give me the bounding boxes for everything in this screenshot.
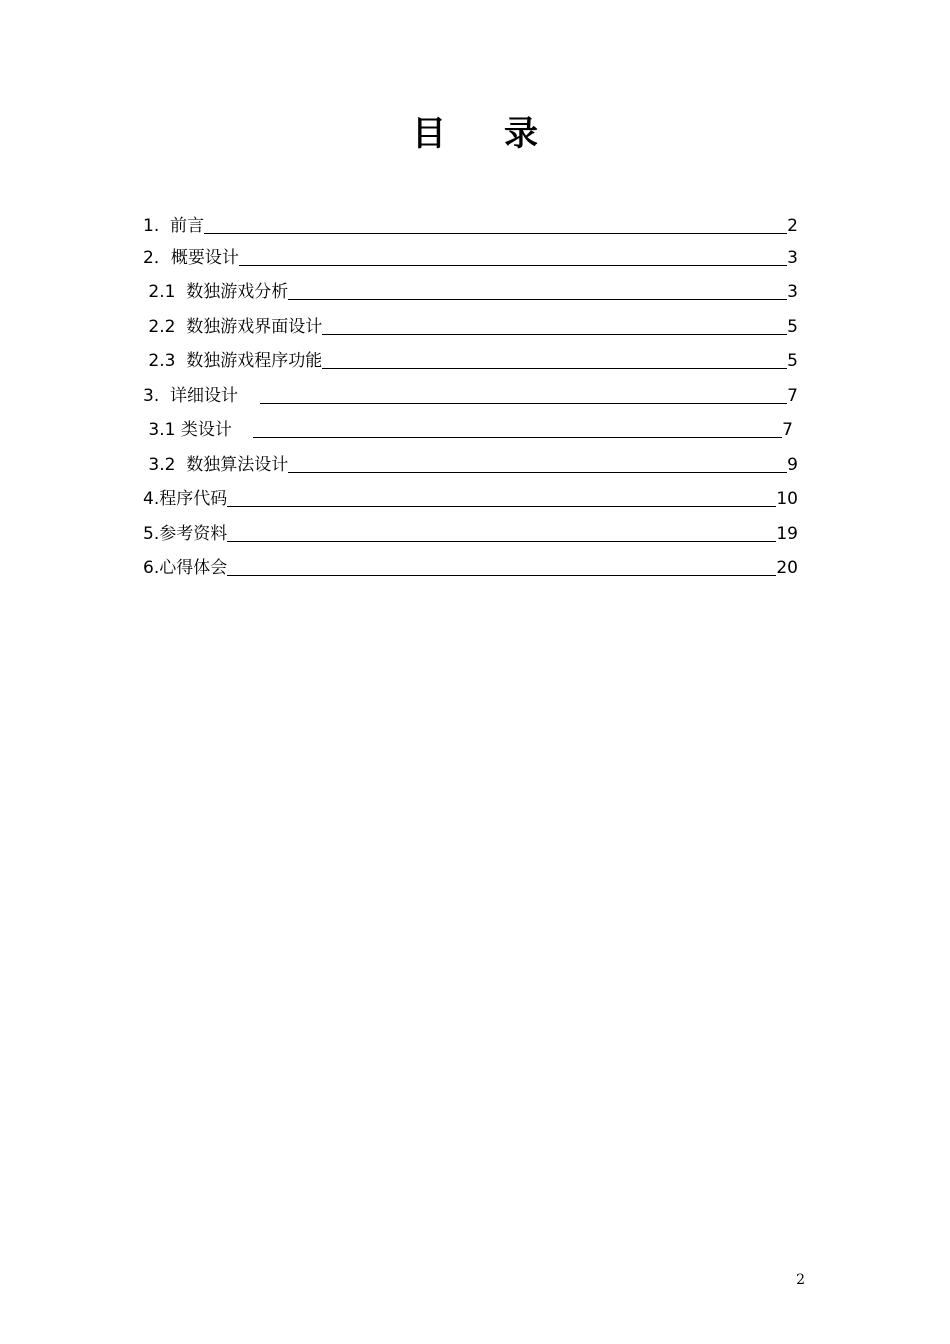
toc-entry-page: 20 [776, 558, 798, 578]
toc-entry-page: 3 [787, 282, 798, 302]
toc-leader-line [227, 505, 776, 507]
toc-entry-label: 3. 详细设计 [143, 386, 260, 406]
toc-entry-label: 4.程序代码 [143, 489, 228, 509]
toc-entry-label: 3.2 数独算法设计 [143, 455, 289, 475]
toc-leader-line [227, 574, 776, 576]
toc-entry-label: 1. 前言 [143, 216, 205, 236]
toc-entry-page: 7 [782, 420, 793, 440]
toc-leader-line [227, 540, 776, 542]
toc-leader-line [322, 367, 787, 369]
footer-page-number: 2 [796, 1272, 805, 1288]
toc-entry-3-1[interactable] [143, 414, 793, 440]
toc-leader-line [204, 232, 787, 234]
toc-entry-page: 19 [776, 524, 798, 544]
toc-leader-line [322, 333, 787, 335]
toc-entry-detailed-design[interactable] [143, 380, 798, 406]
toc-entry-label: 2.2 数独游戏界面设计 [143, 317, 323, 337]
title-char-2: 录 [504, 114, 538, 154]
toc-entry-page: 3 [787, 248, 798, 268]
toc-entry-page: 5 [787, 351, 798, 371]
toc-entry-overview-design[interactable] [143, 242, 798, 268]
toc-entry-page: 2 [787, 216, 798, 236]
toc-entry-reflections[interactable] [143, 552, 798, 578]
toc-entry-preface[interactable] [143, 210, 798, 236]
toc-entry-2-1[interactable] [143, 276, 798, 302]
table-of-contents [0, 0, 950, 600]
toc-entry-page: 7 [787, 386, 798, 406]
toc-leader-line [239, 264, 787, 266]
toc-entry-program-code[interactable] [143, 483, 798, 509]
toc-entry-references[interactable] [143, 518, 798, 544]
toc-leader-line [288, 298, 787, 300]
toc-entry-2-3[interactable] [143, 345, 798, 371]
toc-leader-line [260, 402, 788, 404]
toc-entry-label: 2.1 数独游戏分析 [143, 282, 289, 302]
toc-entry-label: 2．概要设计 [143, 248, 239, 268]
title-char-1: 目 [412, 114, 446, 154]
toc-entry-page: 9 [787, 455, 798, 475]
toc-entry-label: 2.3 数独游戏程序功能 [143, 351, 323, 371]
toc-leader-line [288, 471, 787, 473]
toc-entry-label: 3.1 类设计 [143, 420, 254, 440]
toc-leader-line [253, 436, 782, 438]
toc-entry-3-2[interactable] [143, 449, 798, 475]
toc-entry-page: 10 [776, 489, 798, 509]
toc-entry-label: 6.心得体会 [143, 558, 228, 578]
toc-entry-page: 5 [787, 317, 798, 337]
toc-entry-2-2[interactable] [143, 311, 798, 337]
toc-entry-label: 5.参考资料 [143, 524, 228, 544]
